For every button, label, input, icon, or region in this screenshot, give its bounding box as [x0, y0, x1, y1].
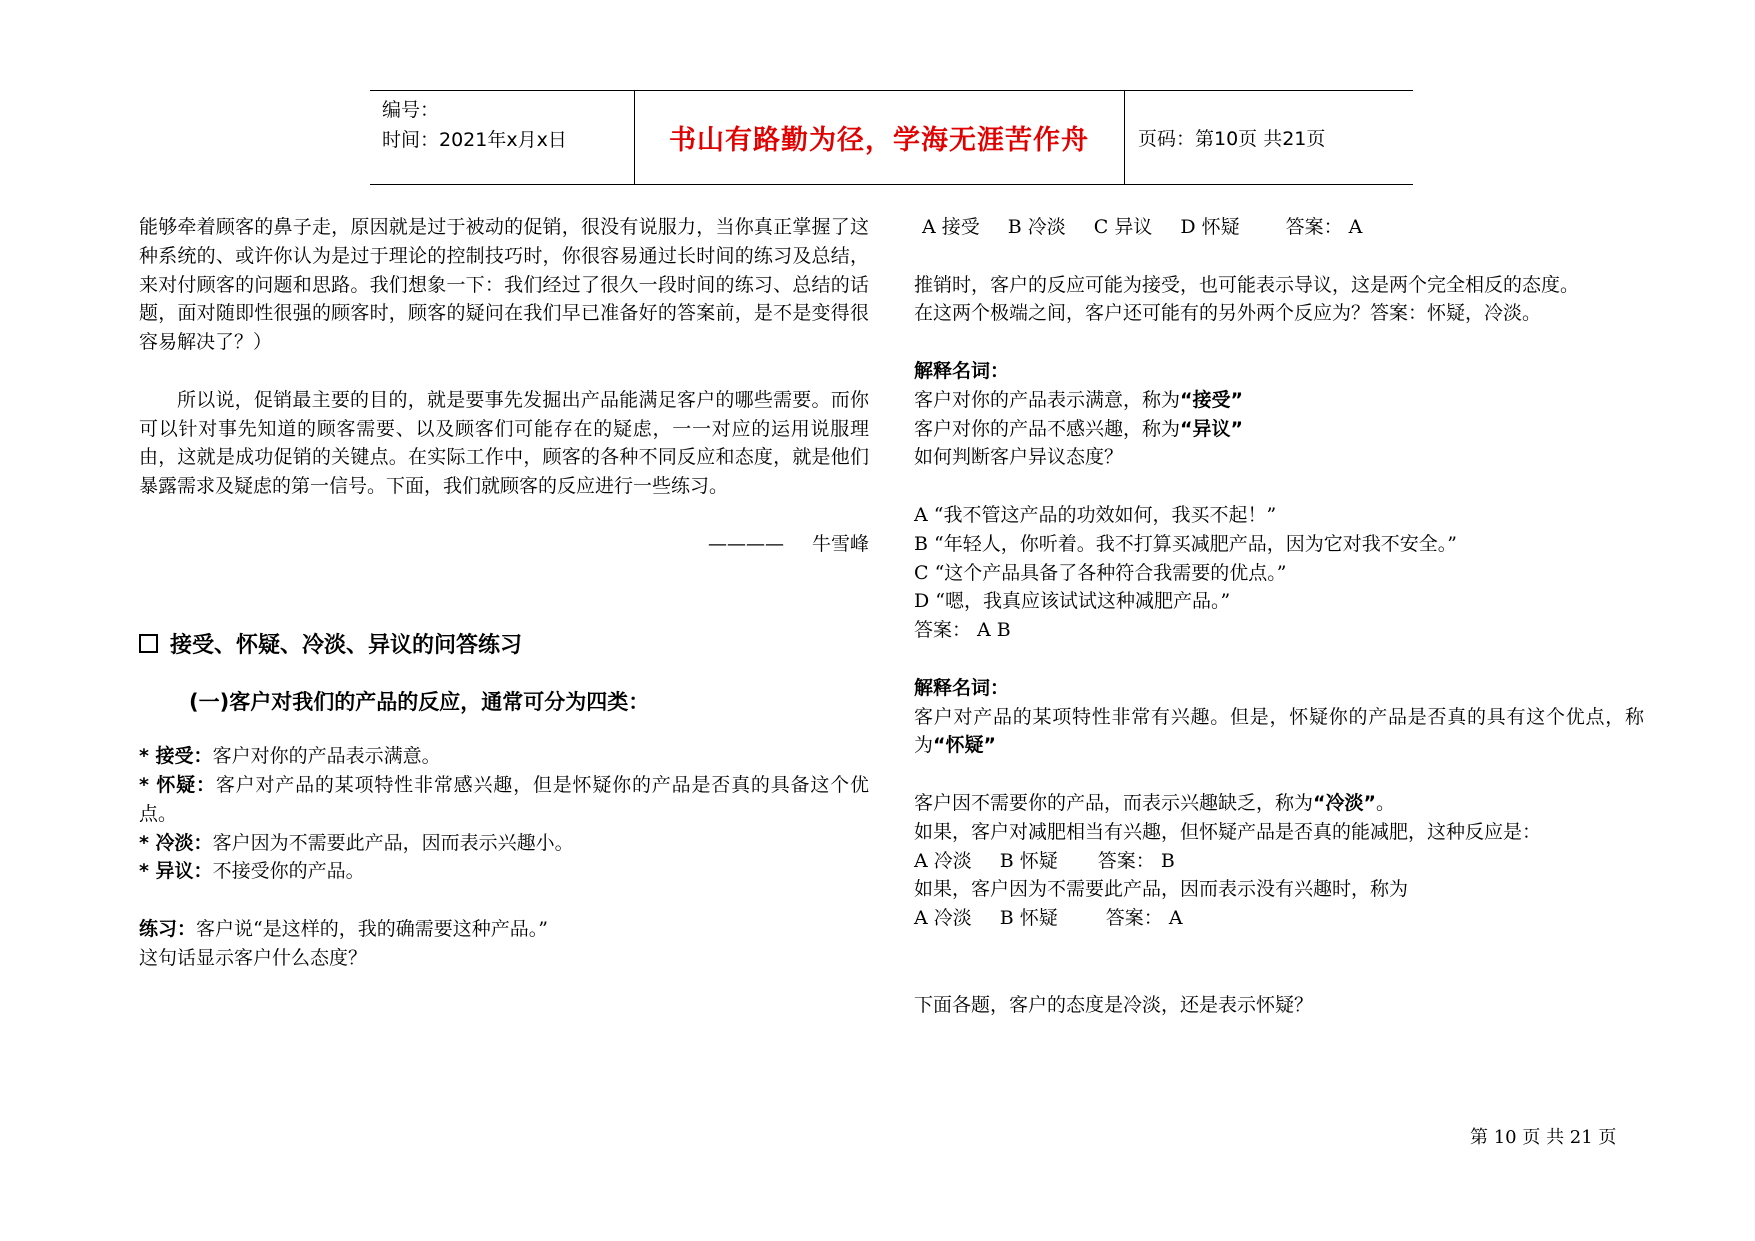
explain-line: 客户对产品的某项特性非常有兴趣。但是，怀疑你的产品是否真的具有这个优点，称为“怀疑” [914, 705, 1644, 757]
definition-item: * 接受：客户对你的产品表示满意。 [139, 745, 441, 768]
paragraph: 能够牵着顾客的鼻子走，原因就是过于被动的促销，很没有说服力，当你真正掌握了这种系统的、或许你认为是过于理论的控制技巧时，你很容易通过长时间的练习及总结，来对付顾客的问题和思路。我们想象一下：我们经过了很久一段时间的练习、总结的话题，面对随即性很强的顾客时，顾客的疑问在我们早已准备好的答案前，是不是变得很容易解决了？） [139, 216, 869, 354]
definition-item: * 怀疑：客户对产品的某项特性非常感兴趣，但是怀疑你的产品是否真的具备这个优点。 [139, 773, 869, 825]
header-divider [1124, 91, 1125, 184]
page-header [370, 90, 1413, 185]
exercise: 练习：客户说“是这样的，我的确需要这种产品。” [139, 917, 548, 940]
definition-item: * 冷淡：客户因为不需要此产品，因而表示兴趣小。 [139, 831, 574, 854]
header-meta [382, 95, 622, 155]
explain-label: 解释名词： [914, 359, 1010, 382]
signature [139, 530, 869, 559]
question: 如果，客户对减肥相当有兴趣，但怀疑产品是否真的能减肥，这种反应是： [914, 820, 1542, 843]
question: 如何判断客户异议态度？ [914, 446, 1124, 469]
header-motto: 书山有路勤为径，学海无涯苦作舟 [669, 125, 1089, 156]
quote-option: D “嗯，我真应该试试这种减肥产品。” [914, 590, 1231, 613]
signature-name: 牛雪峰 [811, 532, 869, 555]
explain-line: 客户对你的产品不感兴趣，称为“异议” [914, 417, 1243, 440]
checkbox-icon [139, 634, 158, 653]
paragraph: 推销时，客户的反应可能为接受，也可能表示导议，这是两个完全相反的态度。 [914, 273, 1580, 296]
quote-option: B “年轻人，你听着。我不打算买减肥产品，因为它对我不安全。” [914, 532, 1457, 555]
definition-item: * 异议：不接受你的产品。 [139, 860, 365, 883]
quote-option: A “我不管这产品的功效如何，我买不起！” [914, 503, 1277, 526]
sub-title: (一)客户对我们的产品的反应，通常可分为四类： [189, 690, 650, 715]
exercise-question: 这句话显示客户什么态度？ [139, 946, 368, 969]
question: 下面各题，客户的态度是冷淡，还是表示怀疑？ [914, 993, 1314, 1016]
answer-options: A 冷淡 B 怀疑 答案： B [914, 849, 1175, 872]
quote-option: C “这个产品具备了各种符合我需要的优点。” [914, 561, 1287, 584]
explain-line: 客户对你的产品表示满意，称为“接受” [914, 388, 1243, 411]
paragraph: 所以说，促销最主要的目的，就是要事先发掘出产品能满足客户的哪些需要。而你可以针对事先知道的顾客需要、以及顾客们可能存在的疑虑，一一对应的运用说服理由，这就是成功促销的关键点。在实际工作中，顾客的各种不同反应和态度，就是他们暴露需求及疑虑的第一信号。下面，我们就顾客的反应进行一些练习。 [139, 388, 869, 498]
page-footer: 第 10 页 共 21 页 [1470, 1127, 1617, 1148]
answer-options: A 接受 B 冷淡 C 异议 D 怀疑 答案： A [922, 216, 1363, 238]
explain-line: 客户因不需要你的产品，而表示兴趣缺乏，称为“冷淡”。 [914, 791, 1396, 814]
left-column [139, 213, 869, 973]
explain-label: 解释名词： [914, 676, 1010, 699]
header-page-info: 页码：第10页 共21页 [1138, 128, 1326, 150]
time-label: 时间：2021年x月x日 [382, 129, 567, 151]
question: 如果，客户因为不需要此产品，因而表示没有兴趣时，称为 [914, 878, 1409, 901]
signature-dash: ———— [707, 532, 784, 555]
answer: 答案： A B [914, 619, 1011, 642]
right-column [914, 213, 1644, 1019]
paragraph: 在这两个极端之间，客户还可能有的另外两个反应为？答案：怀疑，冷淡。 [914, 302, 1542, 325]
number-label: 编号： [382, 99, 440, 121]
section-title: 接受、怀疑、冷淡、异议的问答练习 [139, 630, 869, 662]
answer-options: A 冷淡 B 怀疑 答案： A [914, 907, 1183, 930]
